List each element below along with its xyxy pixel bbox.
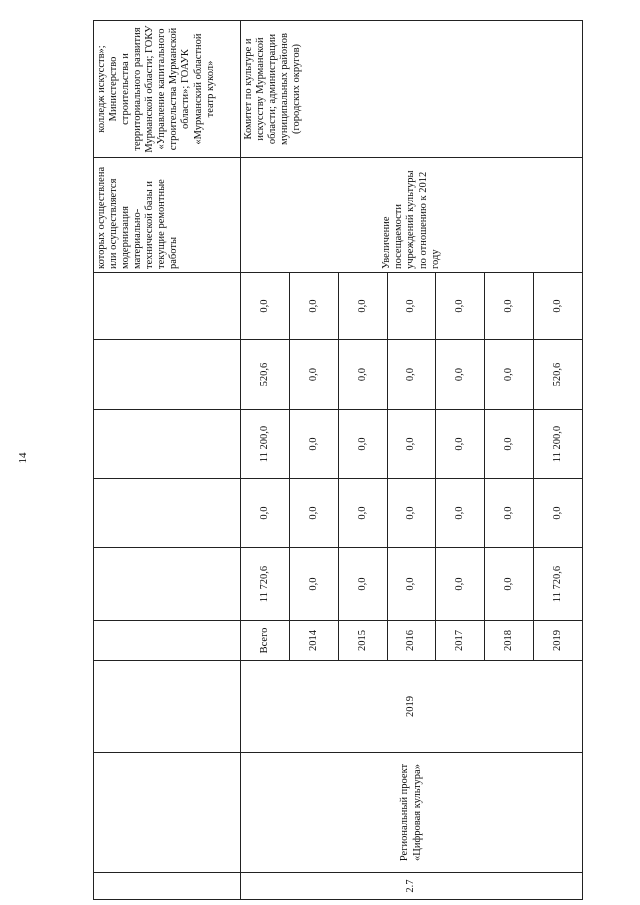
cell-vb-empty	[94, 273, 241, 340]
value-vb: 0,0	[387, 273, 436, 340]
row-label: Всего	[241, 621, 290, 661]
project-year: 2019	[405, 696, 417, 717]
value-fb: 0,0	[436, 479, 485, 548]
executor-continuation-text: колледж искусств»; Министерство строительства и территориального развития Мурманской области; ГОКУ «Управление капитального строительства Мурманской области»; ГОАУК «Мурманский областной театр кукол»	[96, 25, 216, 153]
value-total: 11 720,6	[534, 548, 583, 621]
cell-executor-continuation	[94, 21, 241, 158]
value-vb: 0,0	[289, 273, 338, 340]
rotated-table-sheet	[93, 20, 583, 900]
cell-label-empty	[94, 621, 241, 661]
value-ob: 11 200,0	[534, 410, 583, 479]
project-name-cell	[241, 753, 583, 873]
value-fb: 0,0	[534, 479, 583, 548]
value-mb: 520,6	[534, 340, 583, 410]
row-label: 2015	[338, 621, 387, 661]
project-number-cell	[241, 873, 583, 900]
value-mb: 0,0	[289, 340, 338, 410]
value-ob: 11 200,0	[241, 410, 290, 479]
cell-number-empty	[94, 873, 241, 900]
project-row-total	[241, 21, 290, 900]
value-fb: 0,0	[485, 479, 534, 548]
row-label: 2019	[534, 621, 583, 661]
cell-ob-empty	[94, 410, 241, 479]
project-number: 2.7	[405, 879, 417, 893]
row-label: 2014	[289, 621, 338, 661]
cell-name-empty	[94, 753, 241, 873]
page-number: 14	[17, 452, 29, 464]
cell-mb-empty	[94, 340, 241, 410]
cell-year-empty	[94, 661, 241, 753]
value-ob: 0,0	[485, 410, 534, 479]
value-vb: 0,0	[485, 273, 534, 340]
row-label: 2017	[436, 621, 485, 661]
value-mb: 0,0	[338, 340, 387, 410]
cell-fb-empty	[94, 479, 241, 548]
value-ob: 0,0	[338, 410, 387, 479]
project-goal-text: Увеличение посещаемости учреждений культуры по отношению к 2012 году	[381, 170, 441, 269]
value-fb: 0,0	[241, 479, 290, 548]
value-ob: 0,0	[436, 410, 485, 479]
value-total: 0,0	[387, 548, 436, 621]
cell-total-empty	[94, 548, 241, 621]
value-total: 0,0	[485, 548, 534, 621]
project-year-cell	[241, 661, 583, 753]
value-vb: 0,0	[534, 273, 583, 340]
value-mb: 0,0	[387, 340, 436, 410]
value-fb: 0,0	[338, 479, 387, 548]
value-total: 0,0	[338, 548, 387, 621]
value-vb: 0,0	[241, 273, 290, 340]
project-goal-cell	[241, 158, 583, 273]
value-total: 0,0	[436, 548, 485, 621]
value-total: 0,0	[289, 548, 338, 621]
value-mb: 520,6	[241, 340, 290, 410]
program-table	[93, 20, 583, 900]
value-mb: 0,0	[436, 340, 485, 410]
value-fb: 0,0	[289, 479, 338, 548]
value-ob: 0,0	[289, 410, 338, 479]
cell-goal-continuation	[94, 158, 241, 273]
project-executor-cell	[241, 21, 583, 158]
value-mb: 0,0	[485, 340, 534, 410]
continuation-row	[94, 21, 241, 900]
project-executor-text: Комитет по культуре и искусству Мурманской области; администрации муниципальных районов (городских округов)	[243, 33, 303, 145]
value-vb: 0,0	[436, 273, 485, 340]
value-vb: 0,0	[338, 273, 387, 340]
value-fb: 0,0	[387, 479, 436, 548]
project-name: Региональный проект «Цифровая культура»	[399, 763, 423, 862]
row-label: 2016	[387, 621, 436, 661]
row-label: 2018	[485, 621, 534, 661]
value-total: 11 720,6	[241, 548, 290, 621]
value-ob: 0,0	[387, 410, 436, 479]
goal-continuation-text: которых осуществлена или осуществляется модернизация материально-технической базы и текущие ремонтные работы	[96, 166, 180, 269]
